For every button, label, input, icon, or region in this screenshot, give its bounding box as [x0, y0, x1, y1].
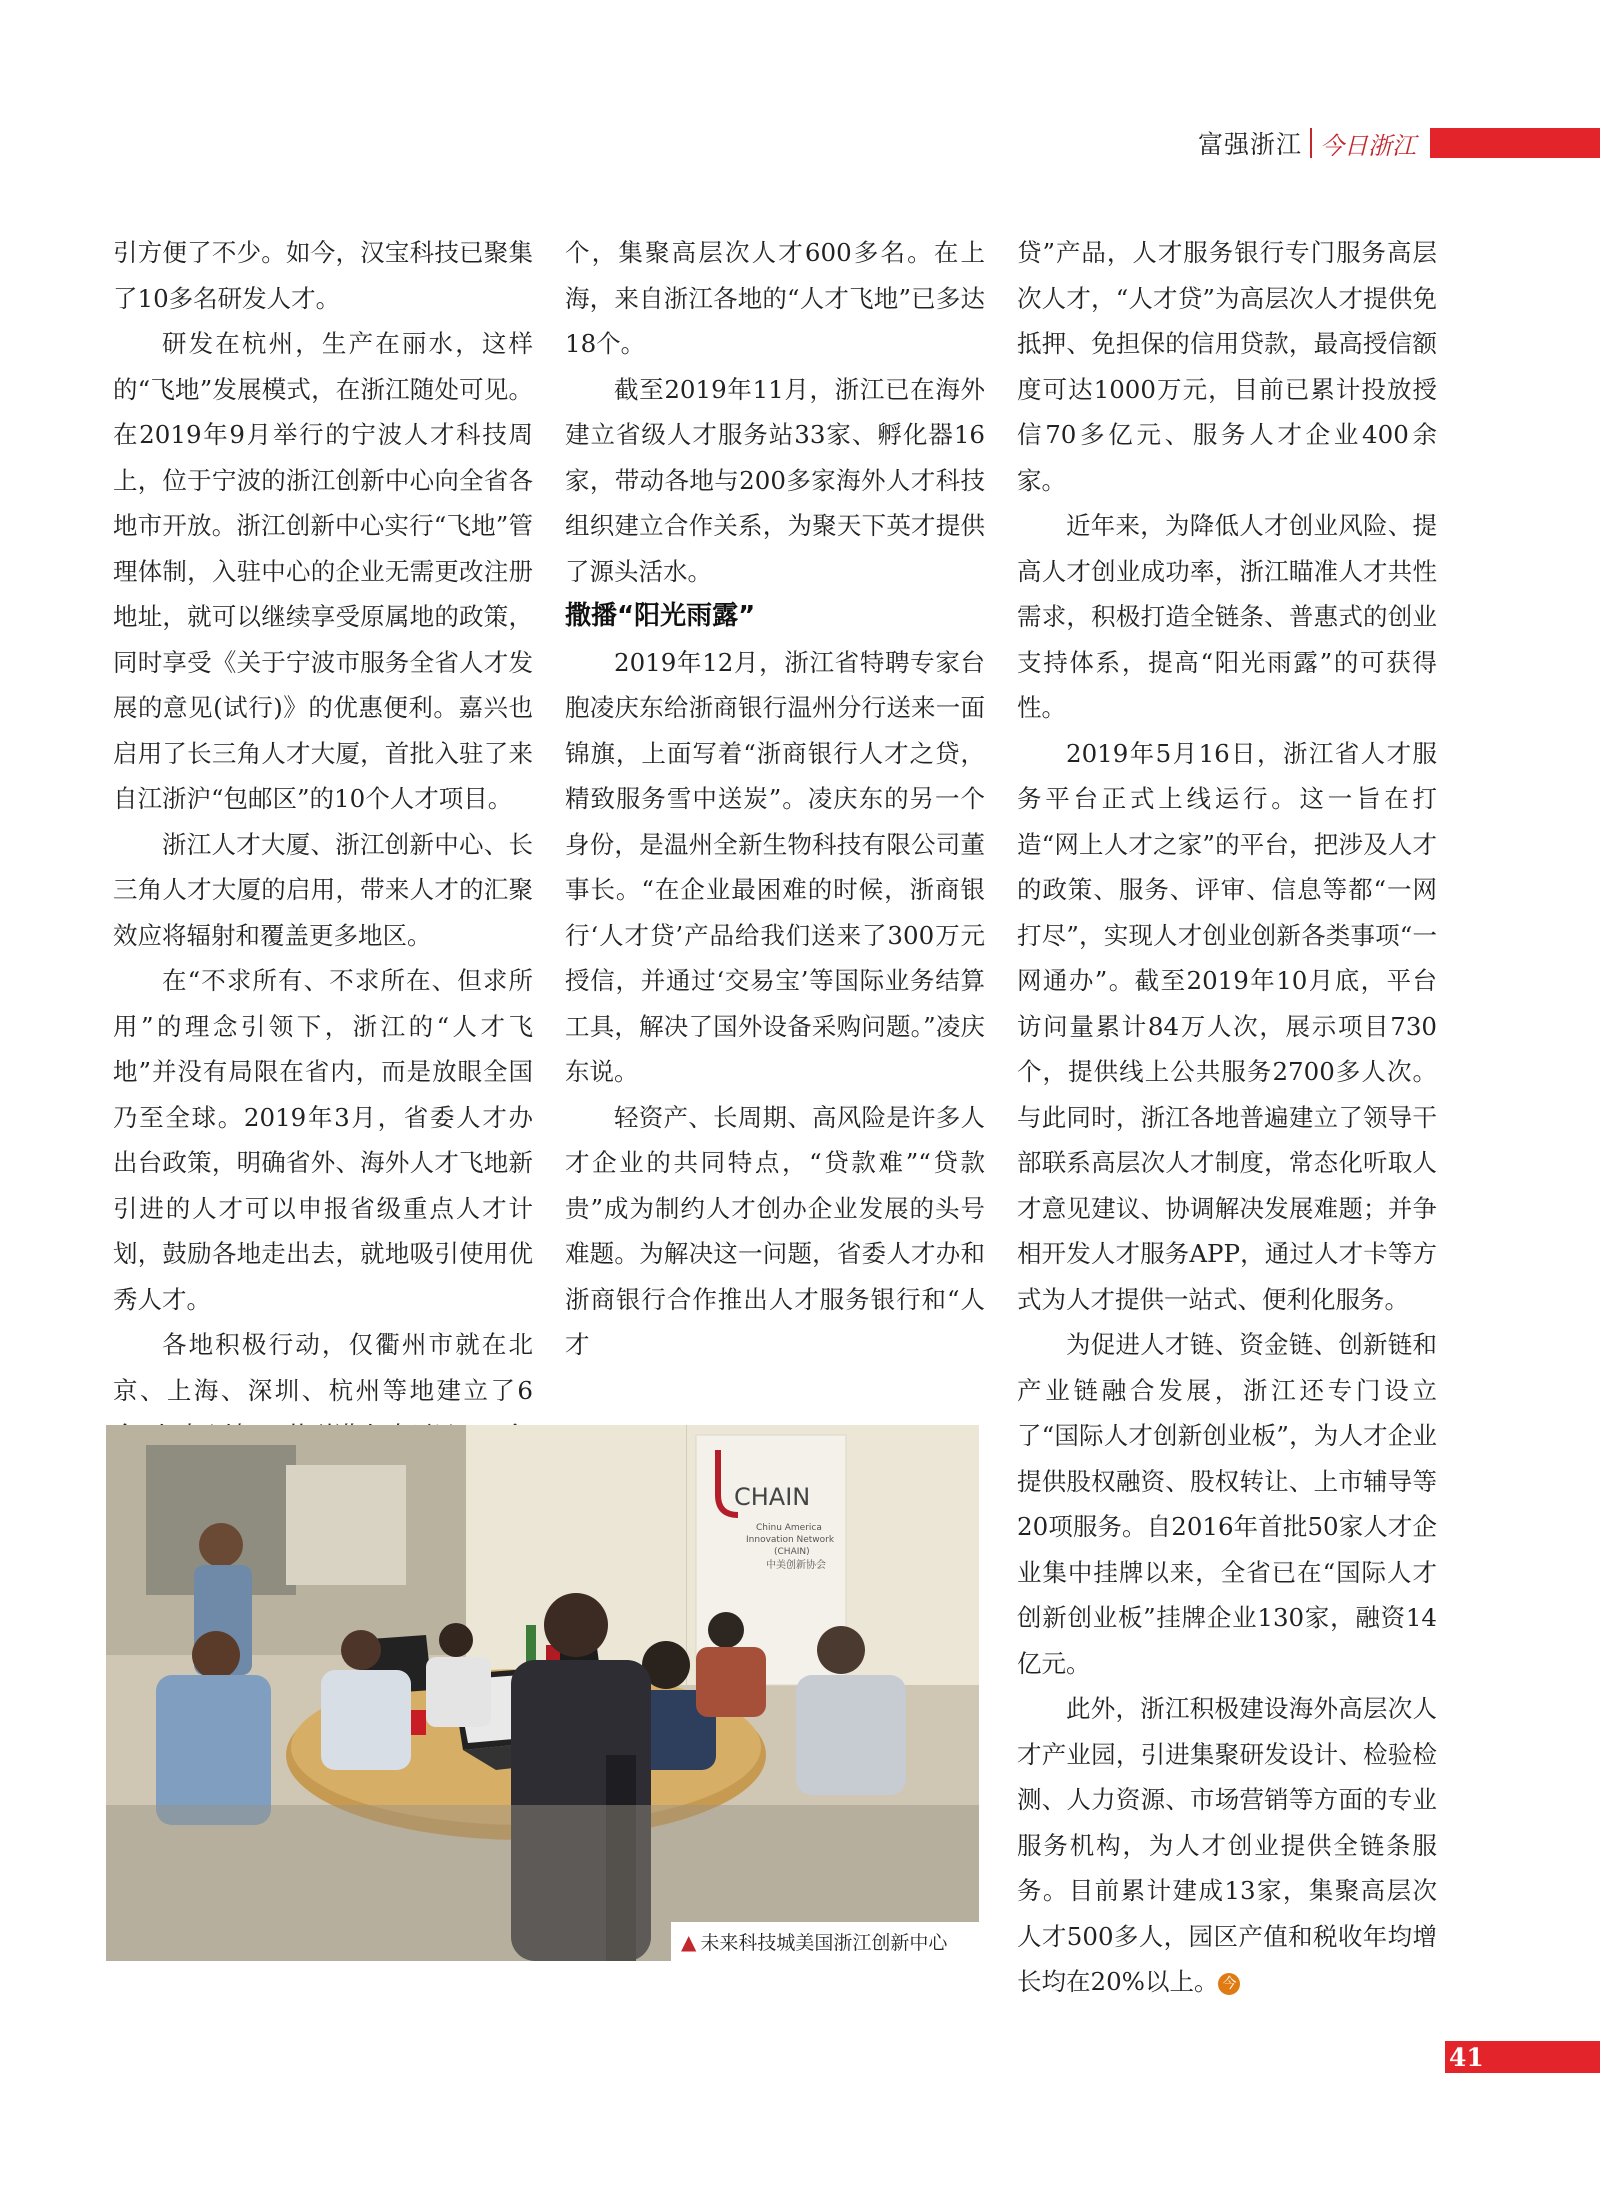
meeting-photo — [106, 1425, 979, 1961]
page-header — [1198, 128, 1600, 158]
paragraph: 个，集聚高层次人才600多名。在上海，来自浙江各地的“人才飞地”已多达18个。 — [565, 238, 985, 358]
page-number: 41 — [1449, 2043, 1484, 2072]
paragraph: 各地积极行动，仅衢州市就在北京、上海、深圳、杭州等地建立了6 — [113, 1330, 533, 1405]
paragraph: 为促进人才链、资金链、创新链和产业链融合发展，浙江还专门设立了“国际人才创新创业板”，为人才企业提供股权融资、股权转让、上市辅导等20项服务。自2016年首批50家人才企业集中挂牌以来，全省已在“国际人才创新创业板”挂牌企业130家，融资14亿元。 — [1017, 1330, 1437, 1678]
paragraph: 截至2019年11月，浙江已在海外建立省级人才服务站33家、孵化器16家，带动各地与200多家海外人才科技组织建立合作关系，为聚天下英才提供了源头活水。 — [565, 374, 985, 586]
banner-line: Innovation Network — [746, 1535, 835, 1545]
paragraph: 近年来，为降低人才创业风险、提高人才创业成功率，浙江瞄准人才共性需求，积极打造全链条、普惠式的创业支持体系，提高“阳光雨露”的可获得性。 — [1017, 511, 1437, 722]
magazine-brand: 今日浙江 — [1320, 131, 1416, 160]
paragraph: 2019年5月16日，浙江省人才服务平台正式上线运行。这一旨在打造“网上人才之家”的平台，把涉及人才的政策、服务、评审、信息等都“一网打尽”，实现人才创业创新各类事项“一网通办”。截至2019年10月底，平台访问量累计84万人次，展示项目730个，提供线上公共服务2700多人次。与此同时，浙江各地普遍建立了领导干部联系高层次人才制度，常态化听取人才意见建议、协调解决发展难题；并争相开发人才服务APP，通过人才卡等方式为人才提供一站式、便利化服务。 — [1017, 738, 1437, 1314]
column-2 — [565, 230, 985, 1368]
paragraph: 浙江人才大厦、浙江创新中心、长三角人才大厦的启用，带来人才的汇聚效应将辐射和覆盖更多地区。 — [113, 829, 533, 950]
paragraph: 贷”产品，人才服务银行专门服务高层次人才，“人才贷”为高层次人才提供免抵押、免担保的信用贷款，最高授信额度可达1000万元，目前已累计投放授信70多亿元、服务人才企业400余家。 — [1017, 238, 1437, 495]
caption-text: 未来科技城美国浙江创新中心 — [700, 1932, 948, 1954]
banner-line: (CHAIN) — [774, 1547, 810, 1557]
meeting-photo-illustration — [106, 1425, 979, 1961]
paragraph: 研发在杭州，生产在丽水，这样的“飞地”发展模式，在浙江随处可见。在2019年9月举行的宁波人才科技周上，位于宁波的浙江创新中心向全省各地市开放。浙江创新中心实行“飞地”管理体制，入驻中心的企业无需更改注册地址，就可以继续享受原属地的政策，同时享受《关于宁波市服务全省人才发展的意见(试行)》的优惠便利。嘉兴也启用了长三角人才大厦，首批入驻了来自江浙沪“包邮区”的10个人才项目。 — [113, 329, 533, 813]
banner-line: 中美创新协会 — [766, 1560, 826, 1571]
paragraph: 在“不求所有、不求所在、但求所用”的理念引领下，浙江的“人才飞地”并没有局限在省内，而是放眼全国乃至全球。2019年3月，省委人才办出台政策，明确省外、海外人才飞地新引进的人才可以申报省级重点人才计划，鼓励各地走出去，就地吸引使用优秀人才。 — [113, 966, 533, 1314]
paragraph: 引方便了不少。如今，汉宝科技已聚集了10多名研发人才。 — [113, 238, 533, 313]
banner-logo: CHAIN — [734, 1483, 811, 1511]
photo-caption — [671, 1922, 979, 1961]
paragraph-text: 此外，浙江积极建设海外高层次人才产业园，引进集聚研发设计、检验检测、人力资源、市场营销等方面的专业服务机构，为人才创业提供全链条服务。目前累计建成13家，集聚高层次人才500多人，园区产值和税收年均增长均在20%以上。 — [1017, 1694, 1437, 1996]
section-subheading: 撒播“阳光雨露” — [565, 601, 756, 631]
header-red-bar — [1430, 128, 1600, 158]
page-number-bar — [1445, 2041, 1600, 2073]
header-divider — [1310, 128, 1312, 158]
end-mark-icon: 今 — [1218, 1973, 1240, 1995]
section-title: 富强浙江 — [1197, 130, 1302, 159]
column-3 — [1017, 230, 1437, 2005]
caption-triangle-icon: ▲ — [681, 1929, 697, 1954]
paragraph: 轻资产、长周期、高风险是许多人才企业的共同特点，“贷款难”“贷款贵”成为制约人才创办企业发展的头号难题。为解决这一问题，省委人才办和浙商银行合作推出人才服务银行和“人才 — [565, 1102, 985, 1359]
column-1 — [113, 230, 533, 1459]
paragraph — [1017, 1686, 1437, 2005]
banner-line: Chinu America — [756, 1523, 822, 1533]
paragraph: 2019年12月，浙江省特聘专家台胞凌庆东给浙商银行温州分行送来一面锦旗，上面写着“浙商银行人才之贷，精致服务雪中送炭”。凌庆东的另一个身份，是温州全新生物科技有限公司董事长。“在企业最困难的时候，浙商银行‘人才贷’产品给我们送来了300万元授信，并通过‘交易宝’等国际业务结算工具，解决了国外设备采购问题。”凌庆东说。 — [565, 647, 985, 1086]
